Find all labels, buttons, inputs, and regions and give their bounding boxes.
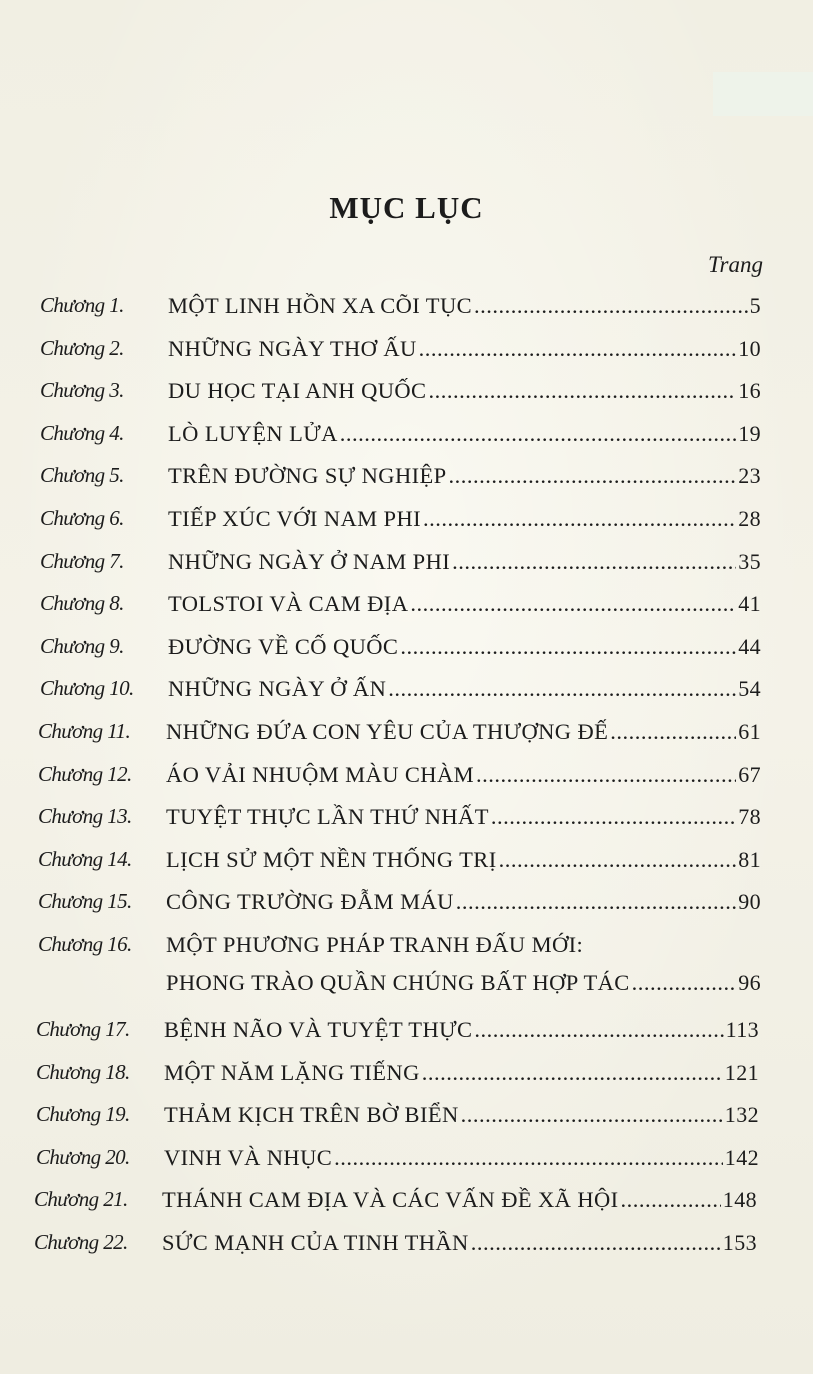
- page-number: 19: [738, 420, 761, 446]
- toc-line: [164, 1060, 759, 1086]
- page-number: 5: [749, 293, 761, 318]
- toc-line: [168, 591, 761, 617]
- chapter-title: BỆNH NÃO VÀ TUYỆT THỰC: [164, 1016, 473, 1042]
- toc-entry: [0, 543, 813, 586]
- chapter-title: MỘT LINH HỒN XA CÕI TỤC: [168, 293, 472, 318]
- chapter-title: LỊCH SỬ MỘT NỀN THỐNG TRỊ: [166, 846, 497, 872]
- page-number: 44: [738, 633, 761, 659]
- dot-leader: [476, 762, 736, 788]
- chapter-number: Chương 13.: [38, 804, 132, 829]
- chapter-title: TRÊN ĐƯỜNG SỰ NGHIỆP: [168, 463, 447, 489]
- chapter-number: Chương 9.: [40, 633, 124, 658]
- toc-entry: [0, 628, 813, 671]
- chapter-title: CÔNG TRƯỜNG ĐẪM MÁU: [166, 889, 454, 915]
- dot-leader: [610, 719, 736, 745]
- dot-leader: [410, 591, 736, 617]
- dot-leader: [632, 970, 737, 996]
- page-number: 81: [738, 846, 761, 872]
- toc-line: [166, 889, 761, 915]
- chapter-title: ÁO VẢI NHUỘM MÀU CHÀM: [166, 761, 474, 787]
- page-number: 61: [738, 718, 761, 744]
- dot-leader: [471, 1230, 721, 1256]
- toc-line: [168, 378, 761, 404]
- chapter-number: Chương 8.: [40, 591, 124, 616]
- chapter-number: Chương 6.: [40, 505, 124, 530]
- chapter-number: Chương 20.: [36, 1144, 130, 1169]
- toc-entry: [0, 500, 813, 543]
- toc-line: [164, 1102, 759, 1128]
- dot-leader: [400, 634, 736, 660]
- chapter-title: MỘT NĂM LẶNG TIẾNG: [164, 1059, 420, 1085]
- chapter-title: SỨC MẠNH CỦA TINH THẦN: [162, 1229, 469, 1255]
- toc-entry: [0, 1181, 813, 1224]
- dot-leader: [621, 1187, 721, 1213]
- page-title: MỤC LỤC: [329, 190, 484, 225]
- toc-line: [162, 1187, 757, 1213]
- chapter-number: Chương 21.: [34, 1187, 128, 1212]
- chapter-title: NHỮNG NGÀY Ở ẤN: [168, 676, 387, 702]
- toc-line: [162, 1230, 757, 1256]
- chapter-title: TIẾP XÚC VỚI NAM PHI: [168, 505, 422, 531]
- chapter-title: LÒ LUYỆN LỬA: [168, 420, 338, 446]
- dot-leader: [340, 421, 736, 447]
- toc-line: [168, 676, 761, 702]
- chapter-title: DU HỌC TẠI ANH QUỐC: [168, 378, 427, 404]
- toc-line: [168, 463, 761, 489]
- toc-entry: [0, 457, 813, 500]
- dot-leader: [474, 293, 748, 319]
- toc-entry: [0, 1224, 813, 1267]
- toc-line: [164, 1017, 759, 1043]
- chapter-title: NHỮNG NGÀY THƠ ẤU: [168, 335, 417, 361]
- page-number: 96: [738, 969, 761, 995]
- page-number: 121: [724, 1059, 759, 1085]
- page-number: 142: [724, 1144, 759, 1170]
- dot-leader: [461, 1102, 723, 1128]
- dot-leader: [456, 889, 736, 915]
- chapter-number: Chương 1.: [40, 293, 124, 317]
- dot-leader: [449, 463, 737, 489]
- toc-entry: [0, 1011, 813, 1054]
- dot-leader: [423, 506, 736, 532]
- chapter-title: ĐƯỜNG VỀ CỐ QUỐC: [168, 633, 399, 659]
- toc-entry: [0, 1139, 813, 1182]
- page-corner-tab: [713, 72, 813, 116]
- toc-entry: [0, 756, 813, 799]
- chapter-number: Chương 11.: [38, 718, 131, 743]
- dot-leader: [422, 1060, 723, 1086]
- chapter-title: THÁNH CAM ĐỊA VÀ CÁC VẤN ĐỀ XÃ HỘI: [162, 1187, 619, 1213]
- chapter-title: NHỮNG ĐỨA CON YÊU CỦA THƯỢNG ĐẾ: [166, 718, 609, 744]
- chapter-title: NHỮNG NGÀY Ở NAM PHI: [168, 548, 451, 574]
- chapter-number: Chương 2.: [40, 335, 124, 360]
- page-number: 90: [738, 889, 761, 915]
- chapter-title: TUYỆT THỰC LẦN THỨ NHẤT: [166, 804, 489, 830]
- chapter-title: THẢM KỊCH TRÊN BỜ BIỂN: [164, 1102, 459, 1128]
- page-number: 67: [738, 761, 761, 787]
- chapter-title-continued: PHONG TRÀO QUẦN CHÚNG BẤT HỢP TÁC: [166, 969, 630, 995]
- toc-line: [168, 634, 761, 660]
- toc-line: [168, 336, 761, 362]
- page-number: 153: [722, 1229, 757, 1255]
- chapter-number: Chương 7.: [40, 548, 124, 573]
- toc-entry: [0, 926, 813, 1011]
- toc-entry: [0, 330, 813, 373]
- page-number: 132: [724, 1102, 759, 1128]
- page-number: 113: [725, 1016, 759, 1042]
- toc-entry: [0, 1096, 813, 1139]
- dot-leader: [428, 378, 736, 404]
- toc-entry: [0, 883, 813, 926]
- page-number: 10: [738, 335, 761, 361]
- toc-entry: [0, 713, 813, 756]
- toc-entry: [0, 798, 813, 841]
- page-number: 23: [738, 463, 761, 489]
- chapter-number: Chương 10.: [40, 676, 134, 701]
- toc-entry: [0, 287, 813, 330]
- dot-leader: [474, 1017, 723, 1043]
- toc-line: [166, 719, 761, 745]
- chapter-number: Chương 17.: [36, 1016, 130, 1041]
- toc-line: [166, 804, 761, 830]
- page-column-label: Trang: [708, 252, 763, 277]
- chapter-number: Chương 19.: [36, 1102, 130, 1127]
- chapter-title: MỘT PHƯƠNG PHÁP TRANH ĐẤU MỚI:: [166, 931, 584, 957]
- chapter-number: Chương 3.: [40, 378, 124, 403]
- chapter-number: Chương 12.: [38, 761, 132, 786]
- chapter-number: Chương 18.: [36, 1059, 130, 1084]
- page-number: 41: [738, 591, 761, 617]
- chapter-number: Chương 15.: [38, 889, 132, 914]
- chapter-title: TOLSTOI VÀ CAM ĐỊA: [168, 591, 409, 617]
- dot-leader: [491, 804, 736, 830]
- toc-line: [166, 932, 583, 958]
- page-number: 28: [738, 505, 761, 531]
- page-number: 78: [738, 804, 761, 830]
- page-number: 148: [722, 1187, 757, 1213]
- table-of-contents: [0, 287, 813, 1266]
- toc-line: [166, 970, 761, 996]
- page-number: 54: [738, 676, 761, 702]
- toc-entry: [0, 585, 813, 628]
- dot-leader: [452, 549, 736, 575]
- chapter-number: Chương 5.: [40, 463, 124, 488]
- dot-leader: [419, 336, 737, 362]
- toc-line: [168, 293, 761, 319]
- chapter-title: VINH VÀ NHỤC: [164, 1144, 333, 1170]
- toc-entry: [0, 670, 813, 713]
- page-number: 35: [738, 548, 761, 574]
- toc-line: [166, 847, 761, 873]
- dot-leader: [388, 676, 736, 702]
- toc-line: [168, 549, 761, 575]
- toc-entry: [0, 372, 813, 415]
- toc-entry: [0, 415, 813, 458]
- toc-line: [164, 1145, 759, 1171]
- dot-leader: [499, 847, 737, 873]
- chapter-number: Chương 22.: [34, 1229, 128, 1254]
- toc-line: [166, 762, 761, 788]
- toc-entry: [0, 841, 813, 884]
- toc-line: [168, 506, 761, 532]
- chapter-number: Chương 4.: [40, 420, 124, 445]
- page-number: 16: [738, 378, 761, 404]
- dot-leader: [334, 1145, 723, 1171]
- toc-line: [168, 421, 761, 447]
- toc-entry: [0, 1054, 813, 1097]
- chapter-number: Chương 16.: [38, 931, 132, 956]
- chapter-number: Chương 14.: [38, 846, 132, 871]
